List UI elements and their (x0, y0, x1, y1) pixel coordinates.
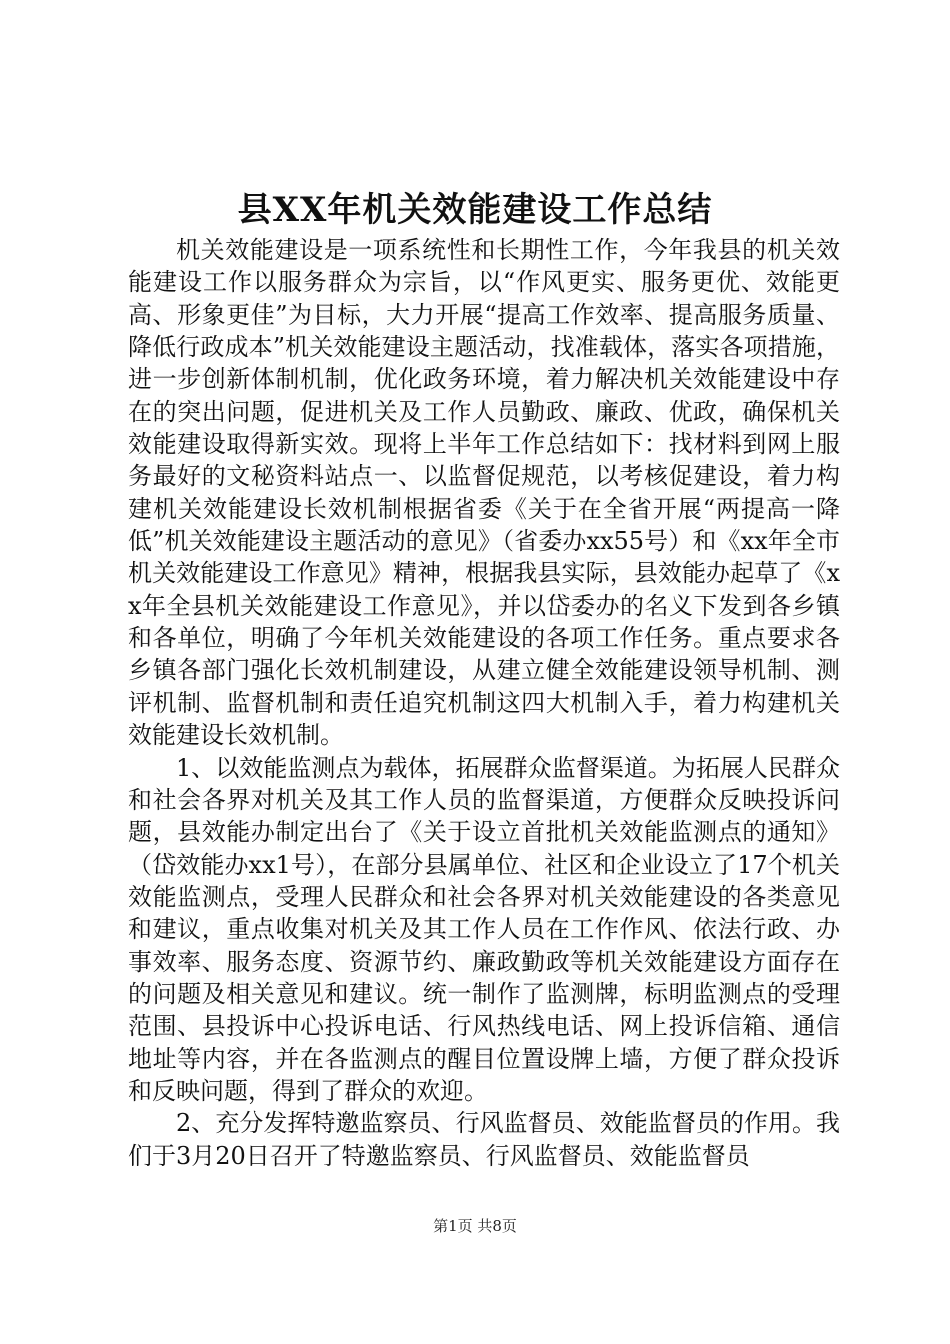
page-number-footer: 第1页 共8页 (433, 1217, 517, 1235)
paragraph-item-2: 2、充分发挥特邀监察员、行风监督员、效能监督员的作用。我们于3月20日召开了特邀监察员、行风监督员、效能监督员 (128, 1109, 840, 1170)
document-title: 县XX年机关效能建设工作总结 (237, 190, 713, 230)
paragraph-intro: 机关效能建设是一项系统性和长期性工作，今年我县的机关效能建设工作以服务群众为宗旨，以“作风更实、服务更优、效能更高、形象更佳”为目标，大力开展“提高工作效率、提高服务质量、降低行政成本”机关效能建设主题活动，找准载体，落实各项措施，进一步创新体制机制，优化政务环境，着力解决机关效能建设中存在的突出问题，促进机关及工作人员勤政、廉政、优政，确保机关效能建设取得新实效。现将上半年工作总结如下：找材料到网上服务最好的文秘资料站点一、以监督促规范，以考核促建设，着力构建机关效能建设长效机制根据省委《关于在全省开展“两提高一降低”机关效能建设主题活动的意见》（省委办xx55号）和《xx年全市机关效能建设工作意见》精神，根据我县实际，县效能办起草了《xx年全县机关效能建设工作意见》，并以岱委办的名义下发到各乡镇和各单位，明确了今年机关效能建设的各项工作任务。重点要求各乡镇各部门强化长效机制建设，从建立健全效能建设领导机制、测评机制、监督机制和责任追究机制这四大机制入手，着力构建机关效能建设长效机制。 (128, 236, 840, 750)
paragraph-item-1: 1、以效能监测点为载体，拓展群众监督渠道。为拓展人民群众和社会各界对机关及其工作人员的监督渠道，方便群众反映投诉问题，县效能办制定出台了《关于设立首批机关效能监测点的通知》（岱效能办xx1号），在部分县属单位、社区和企业设立了17个机关效能监测点，受理人民群众和社会各界对机关效能建设的各类意见和建议，重点收集对机关及其工作人员在工作作风、依法行政、办事效率、服务态度、资源节约、廉政勤政等机关效能建设方面存在的问题及相关意见和建议。统一制作了监测牌，标明监测点的受理范围、县投诉中心投诉电话、行风热线电话、网上投诉信箱、通信地址等内容，并在各监测点的醒目位置设牌上墙，方便了群众投诉和反映问题，得到了群众的欢迎。 (128, 753, 840, 1105)
document-body (128, 234, 840, 1172)
